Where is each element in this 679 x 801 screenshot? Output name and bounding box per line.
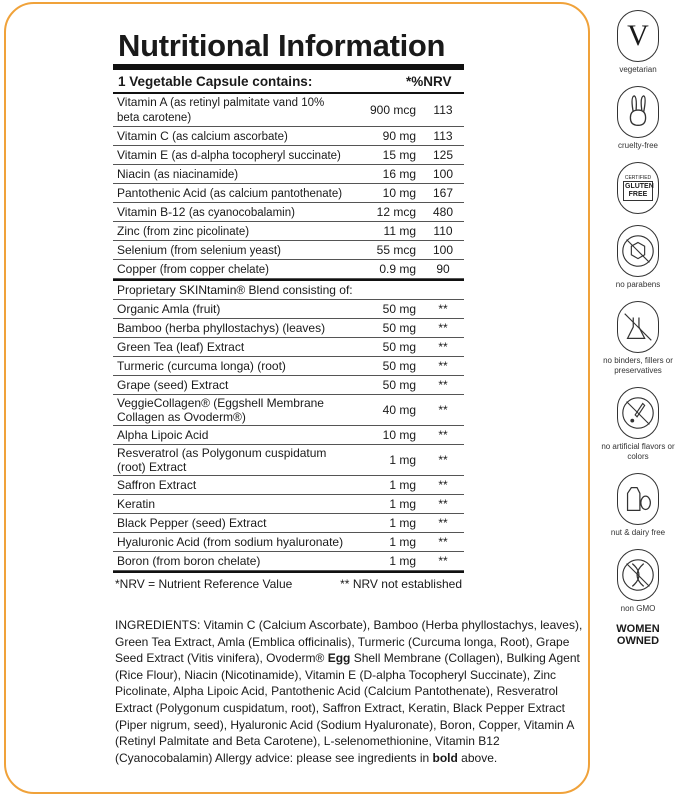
badge-label: no artificial flavors or colors	[601, 442, 675, 461]
rabbit-icon	[617, 86, 659, 138]
nutrient-amount: 50 mg	[382, 378, 416, 392]
badge-no-artificial	[601, 387, 675, 462]
badge-non-gmo	[601, 549, 675, 614]
nutrient-nrv: **	[438, 478, 448, 492]
nutrient-label: Copper	[117, 261, 157, 276]
table-row	[113, 476, 464, 495]
serving-label: 1 Vegetable Capsule contains:	[118, 73, 313, 89]
ingredients-text	[115, 617, 585, 766]
table-row	[113, 319, 464, 338]
nutrient-nrv: **	[438, 453, 448, 467]
nutrient-detail: (from copper chelate)	[159, 263, 269, 276]
ingredients-part: INGREDIENTS: Vitamin C (Calcium Ascorbate), Bamboo (Herba phyllostachys, leaves), Green Tea Extract, Amla (Emblica officinalis), Turmeric (Curcuma longa, Root), Grape Seed Extract (Vitis vinifera), Ovoderm®	[115, 618, 583, 666]
ingredients-part: above.	[457, 750, 498, 765]
ingredients-bold: Egg	[327, 651, 351, 666]
nutrient-label: Pantothenic Acid	[117, 185, 207, 200]
nutrient-label: Vitamin E	[117, 147, 169, 162]
women-owned-badge	[601, 623, 675, 647]
table-row	[113, 127, 464, 146]
nutrient-label: Black Pepper (seed) Extract	[117, 516, 267, 530]
nutrient-amount: 1 mg	[389, 497, 416, 511]
nutrient-amount: 0.9 mg	[379, 262, 416, 276]
table-row	[113, 533, 464, 552]
nutrient-label: Selenium	[117, 242, 168, 257]
blend-list	[113, 300, 464, 571]
nutrient-label: Boron (from boron chelate)	[117, 554, 261, 568]
nutrient-name	[113, 147, 350, 164]
table-row	[113, 338, 464, 357]
table-row	[113, 222, 464, 241]
nutrient-nrv: 110	[433, 224, 453, 238]
nutrient-detail: (as calcium pantothenate)	[209, 187, 343, 200]
nutrient-label: VeggieCollagen® (Eggshell Membrane Collagen as Ovoderm®)	[117, 396, 324, 424]
nutrient-amount: 1 mg	[389, 516, 416, 530]
nutrient-label: Hyaluronic Acid (from sodium hyaluronate)	[117, 535, 344, 549]
nutrient-detail: (as d-alpha tocopheryl succinate)	[171, 149, 341, 162]
nutrient-nrv: **	[438, 321, 448, 335]
nutrient-detail: (from zinc picolinate)	[143, 225, 250, 238]
nutrient-detail: (from selenium yeast)	[170, 244, 281, 257]
women-owned-line: OWNED	[616, 635, 660, 647]
table-row	[113, 260, 464, 279]
nutrient-nrv: 480	[432, 205, 454, 219]
nutrient-nrv: **	[438, 554, 448, 568]
nutrient-name	[113, 128, 350, 145]
nutrient-amount: 1 mg	[389, 535, 416, 549]
nutrient-detail: (as calcium ascorbate)	[172, 130, 288, 143]
nrv-header: *%NRV	[406, 73, 452, 89]
nutrient-name	[113, 339, 350, 355]
nutrient-name	[113, 223, 350, 240]
nutrient-name	[113, 320, 350, 336]
nutrient-amount: 16 mg	[382, 167, 416, 181]
table-row	[113, 376, 464, 395]
nutrient-amount: 1 mg	[389, 554, 416, 568]
table-row	[113, 300, 464, 319]
table-row	[113, 514, 464, 533]
table-header	[113, 70, 464, 92]
badge-cruelty-free	[601, 86, 675, 151]
nutrient-nrv: 90	[436, 262, 450, 276]
badge-label: cruelty-free	[617, 141, 658, 150]
table-row	[113, 395, 464, 426]
ingredients-bold: bold	[432, 750, 458, 765]
nutrient-label: Zinc	[117, 223, 140, 238]
no-parabens-icon	[617, 225, 659, 277]
nutrient-name	[113, 358, 350, 374]
nutrient-label: Niacin	[117, 166, 151, 181]
nutrient-label: Vitamin C	[117, 128, 169, 143]
nutrient-name	[113, 94, 350, 126]
page-title: Nutritional Information	[118, 28, 446, 63]
nutrient-name	[113, 242, 350, 259]
badge-label: no binders, fillers or preservatives	[603, 356, 673, 375]
nutrient-amount: 40 mg	[382, 403, 416, 417]
table-row	[113, 146, 464, 165]
nutrient-amount: 90 mg	[382, 129, 416, 143]
nutrient-nrv: **	[438, 516, 448, 530]
nutrient-nrv: **	[438, 340, 448, 354]
nutrient-name	[113, 166, 350, 183]
vegetarian-icon: V	[617, 10, 659, 62]
nutrient-nrv: **	[438, 359, 448, 373]
nutrient-name	[113, 515, 350, 531]
nutrient-amount: 1 mg	[389, 478, 416, 492]
nutrient-nrv: 100	[432, 167, 454, 181]
badge-no-parabens	[601, 225, 675, 290]
footnote-nrv: *NRV = Nutrient Reference Value	[115, 577, 293, 591]
nutrient-amount: 50 mg	[382, 340, 416, 354]
table-row	[113, 165, 464, 184]
nutrient-name	[113, 445, 350, 475]
nutrient-detail: (as niacinamide)	[153, 168, 239, 181]
nutrient-name	[113, 301, 350, 317]
nutrient-name	[113, 496, 350, 512]
nutrient-detail: (as cyanocobalamin)	[188, 206, 295, 219]
nutrient-nrv: 113	[433, 129, 453, 143]
nutrient-label: Grape (seed) Extract	[117, 378, 229, 392]
table-row	[113, 357, 464, 376]
vitamin-list	[113, 94, 464, 279]
nutrient-nrv: **	[438, 428, 448, 442]
nutrient-label: Alpha Lipoic Acid	[117, 428, 209, 442]
nutrient-name	[113, 553, 350, 569]
nutrient-label: Saffron Extract	[117, 478, 197, 492]
nutrient-label: Organic Amla (fruit)	[117, 302, 221, 316]
nutrient-name	[113, 204, 350, 221]
nutrient-detail: (as retinyl palmitate vand 10% beta carotene)	[117, 97, 325, 124]
nutrient-label: Turmeric (curcuma longa) (root)	[117, 359, 286, 373]
badge-label: vegetarian	[619, 65, 657, 74]
nutrient-label: Bamboo (herba phyllostachys) (leaves)	[117, 321, 326, 335]
nutrient-amount: 10 mg	[382, 186, 416, 200]
badge-label: non GMO	[620, 604, 656, 613]
nutrient-label: Resveratrol (as Polygonum cuspidatum (root) Extract	[117, 446, 327, 474]
nutrient-nrv: 125	[432, 148, 454, 162]
badge-label: no parabens	[615, 280, 661, 289]
nutrient-nrv: **	[438, 378, 448, 392]
badge-column	[601, 10, 675, 647]
table-row	[113, 552, 464, 571]
nutrient-nrv: **	[438, 403, 448, 417]
nutrient-amount: 15 mg	[382, 148, 416, 162]
nutrient-amount: 50 mg	[382, 302, 416, 316]
nutrient-nrv: 100	[432, 243, 454, 257]
nutrient-label: Vitamin A	[117, 95, 167, 109]
nutrient-amount: 12 mcg	[376, 205, 416, 219]
nutrient-amount: 50 mg	[382, 359, 416, 373]
ingredients-part: Shell Membrane (Collagen), Bulking Agent (Rice Flour), Niacin (Nicotinamide), Vitamin E (D-alpha Tocopheryl Succinate), Zinc Picolinate, Alpha Lipoic Acid, Pantothenic Acid (Calcium Pantothenate), Resveratrol Extract (Polygonum cuspidatum, root), Saffron Extract, Keratin, Black Pepper Extract (Piper nigrum, seed), Hyaluronic Acid (Sodium Hyaluronate), Boron, Copper, Vitamin A (Retinyl Palmitate and Beta Carotene), L-selenomethionine, Vitamin B12 (Cyanocobalamin) Allergy advice: please see ingredients in	[115, 651, 580, 765]
dropper-icon	[617, 387, 659, 439]
table-row	[113, 426, 464, 445]
badge-vegetarian	[601, 10, 675, 75]
nutrient-name	[113, 261, 350, 278]
nutrient-amount: 900 mcg	[369, 103, 416, 117]
footnote-established: ** NRV not established	[340, 577, 462, 591]
dna-icon	[617, 549, 659, 601]
nutrient-amount: 10 mg	[382, 428, 416, 442]
badge-nut-dairy-free	[601, 473, 675, 538]
nutrient-nrv: **	[438, 497, 448, 511]
table-row	[113, 94, 464, 127]
nutrient-label: Green Tea (leaf) Extract	[117, 340, 245, 354]
women-owned-line: WOMEN	[616, 623, 660, 635]
nutrient-name	[113, 185, 350, 202]
nutrient-amount: 1 mg	[389, 453, 416, 467]
nutrient-name	[113, 477, 350, 493]
nutrient-nrv: 113	[433, 103, 453, 117]
nutrient-amount: 11 mg	[383, 224, 416, 238]
nutrient-nrv: **	[438, 302, 448, 316]
table-row	[113, 495, 464, 514]
table-row	[113, 445, 464, 476]
nutrient-label: Keratin	[117, 497, 156, 511]
nutrient-nrv: 167	[432, 186, 454, 200]
nutrition-table	[113, 64, 464, 595]
nutrient-label: Vitamin B-12	[117, 204, 186, 219]
nutrient-name	[113, 377, 350, 393]
nutrient-name	[113, 395, 350, 425]
gluten-free-icon: CERTIFIED GLUTEN FREE	[617, 162, 659, 214]
footnotes	[113, 573, 464, 595]
table-row	[113, 203, 464, 222]
flask-icon	[617, 301, 659, 353]
nutrient-amount: 50 mg	[382, 321, 416, 335]
badge-no-binders	[601, 301, 675, 376]
nutrient-nrv: **	[438, 535, 448, 549]
table-row	[113, 184, 464, 203]
blend-title: Proprietary SKINtamin® Blend consisting of:	[113, 281, 464, 300]
nutrient-amount: 55 mcg	[376, 243, 416, 257]
badge-gluten-free	[601, 162, 675, 214]
badge-label: nut & dairy free	[610, 528, 666, 537]
nutrient-name	[113, 534, 350, 550]
nutrient-name	[113, 427, 350, 443]
table-row	[113, 241, 464, 260]
milk-nut-icon	[617, 473, 659, 525]
